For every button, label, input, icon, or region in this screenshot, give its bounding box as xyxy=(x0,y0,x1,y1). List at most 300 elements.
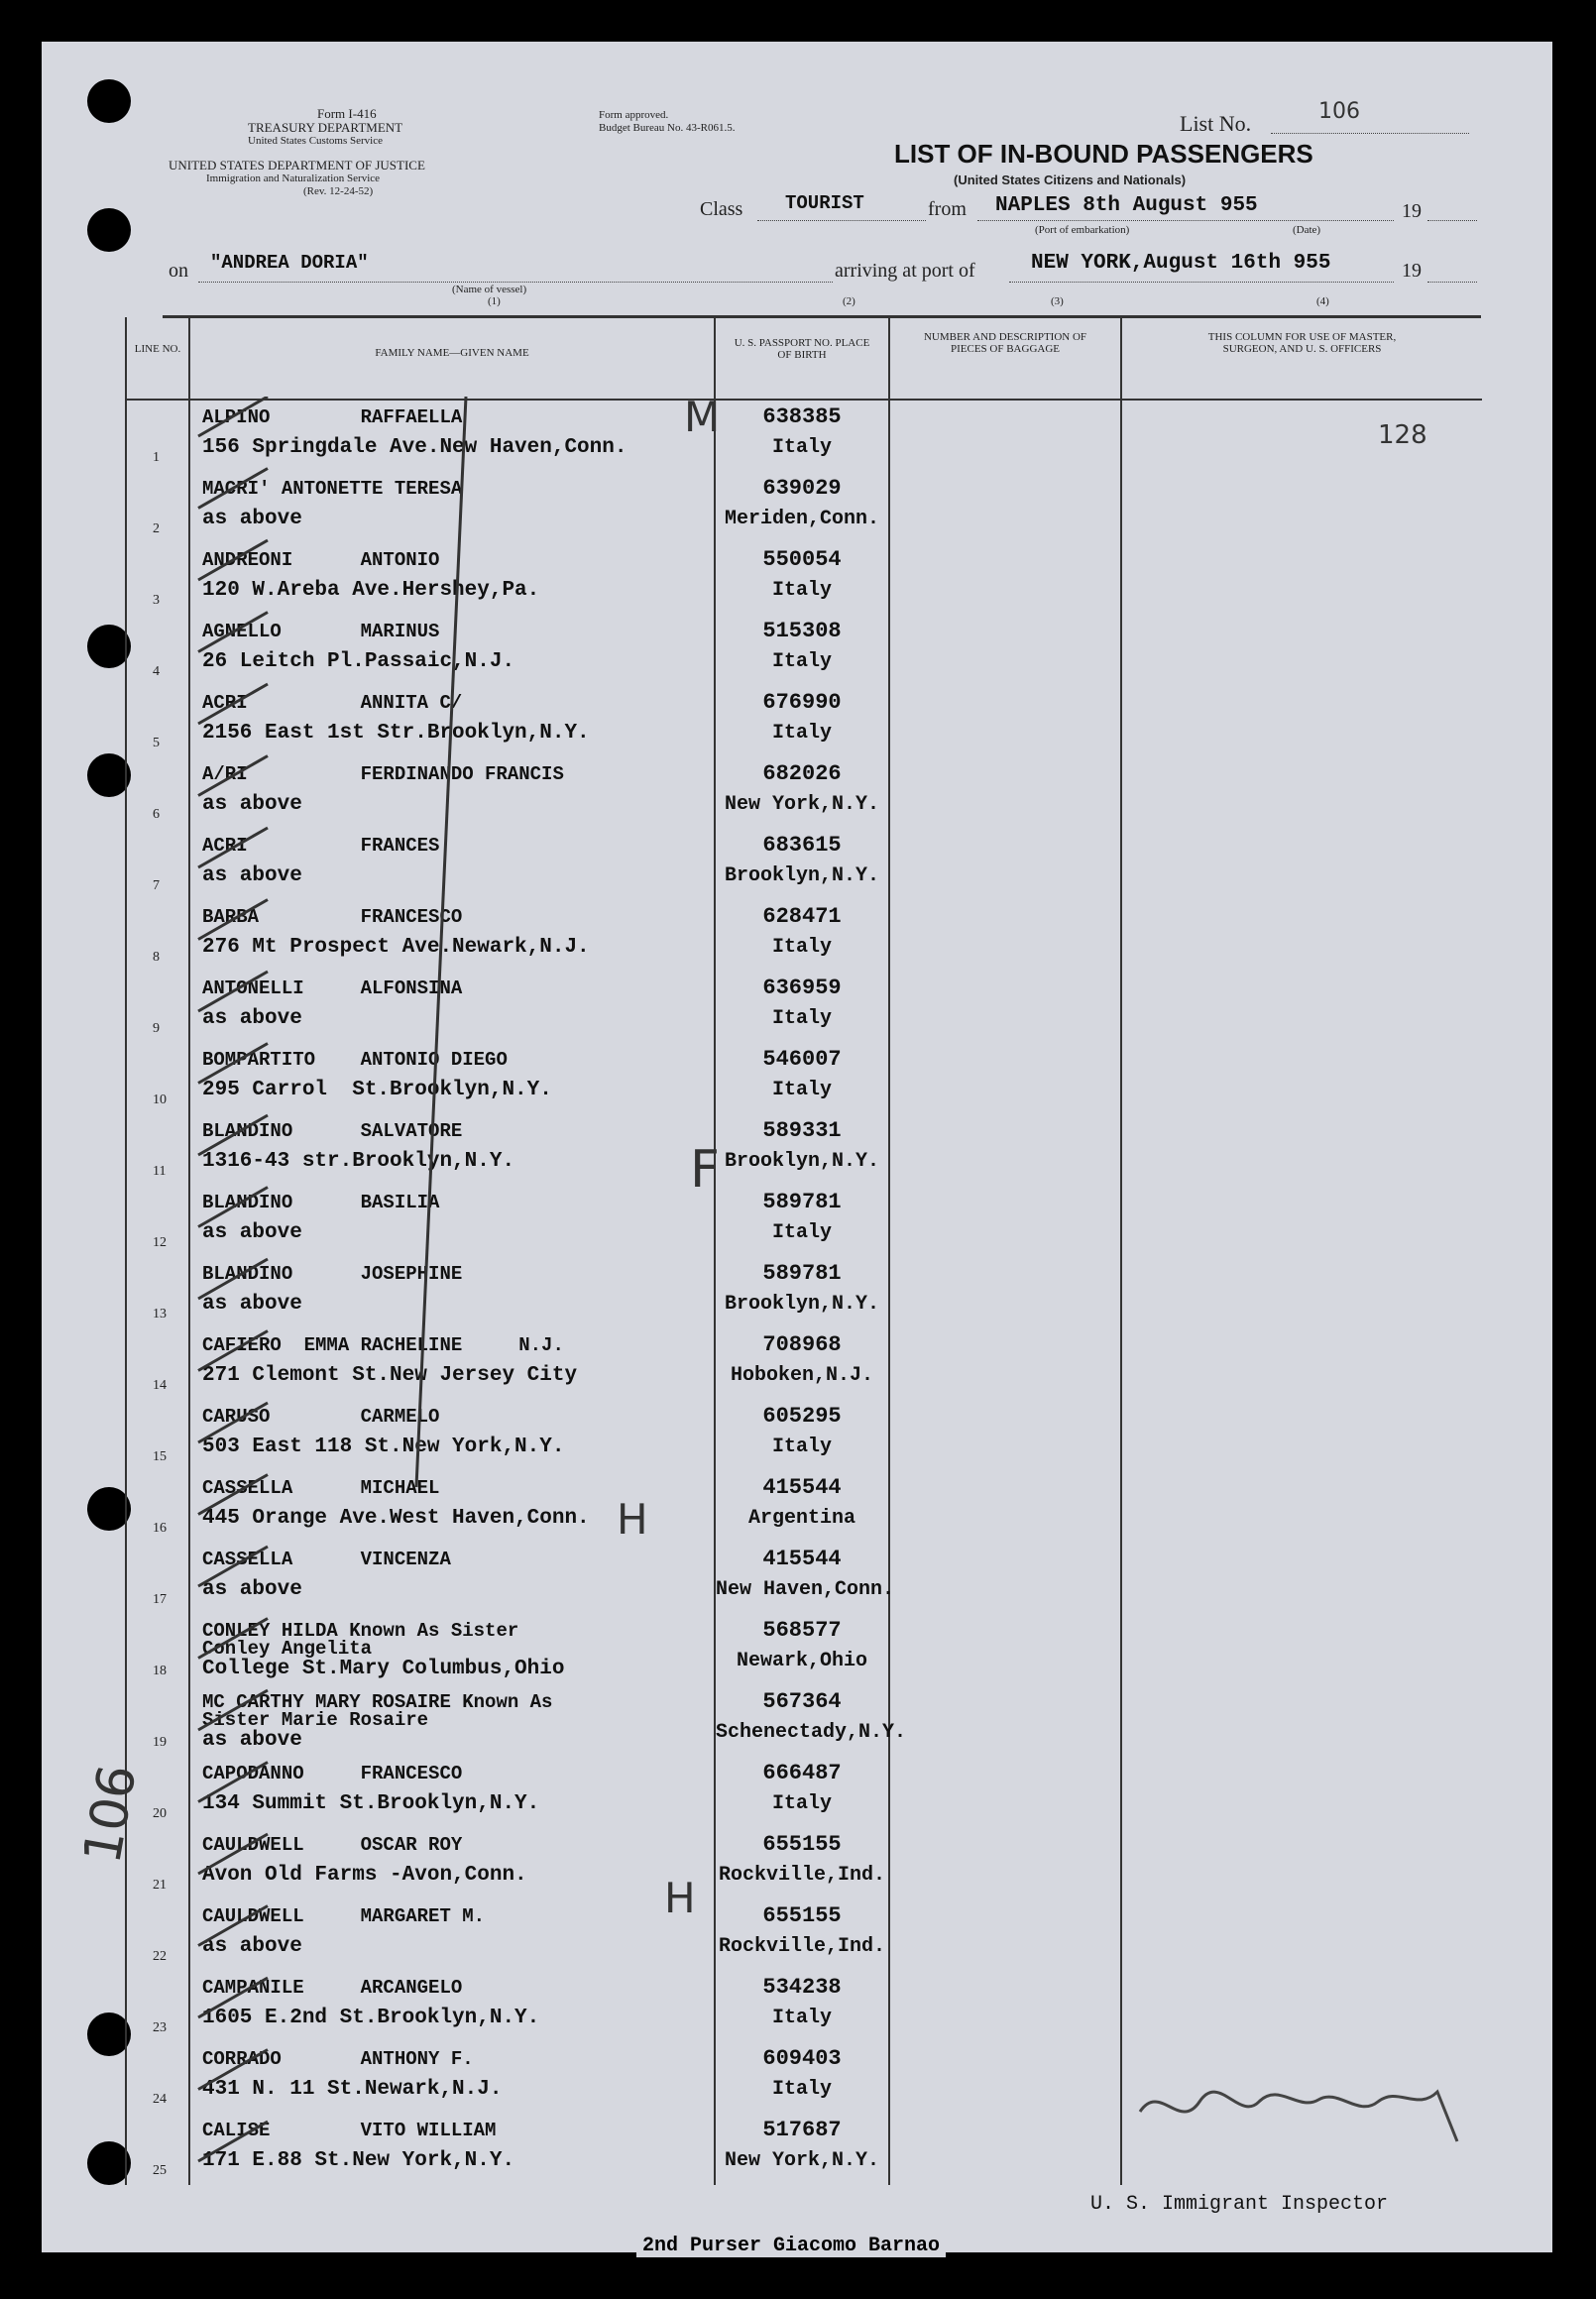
passenger-name: AGNELLO MARINUS xyxy=(202,621,440,642)
cell-bag xyxy=(889,1400,1121,1471)
passenger-address: 156 Springdale Ave.New Haven,Conn. xyxy=(202,436,627,459)
line-number: 12 xyxy=(153,1235,167,1250)
cell-line xyxy=(126,686,189,757)
year-suffix-2: 19 xyxy=(1402,260,1422,282)
passenger-address: as above xyxy=(202,1578,302,1601)
place-of-birth: Italy xyxy=(771,1079,832,1101)
line-number: 6 xyxy=(153,807,160,822)
passenger-address: 171 E.88 St.New York,N.Y. xyxy=(202,2149,515,2172)
passenger-name: BLANDINO JOSEPHINE xyxy=(202,1263,463,1285)
cell-line xyxy=(126,2042,189,2114)
passenger-name: ANDREONI ANTONIO xyxy=(202,549,440,571)
passenger-name: BOMPARTITO ANTONIO DIEGO xyxy=(202,1049,508,1071)
cell-bag xyxy=(889,1614,1121,1685)
cell-off xyxy=(1121,1400,1482,1471)
cell-pp xyxy=(715,615,889,686)
port-caption: (Port of embarkation) xyxy=(1035,224,1130,236)
line-number: 23 xyxy=(153,2020,167,2035)
cell-pp xyxy=(715,686,889,757)
purser-name: 2nd Purser Giacomo Barnao xyxy=(636,2235,946,2257)
form-approved: Form approved. xyxy=(599,109,669,121)
place-of-birth: New York,N.Y. xyxy=(724,2149,880,2172)
list-no-label: List No. xyxy=(1180,111,1252,136)
passenger-address: 26 Leitch Pl.Passaic,N.J. xyxy=(202,650,515,673)
passenger-name: MACRI' ANTONETTE TERESA xyxy=(202,478,463,500)
cell-off xyxy=(1121,1471,1482,1543)
cell-pp xyxy=(715,1400,889,1471)
cell-bag xyxy=(889,686,1121,757)
cell-bag xyxy=(889,2042,1121,2114)
inspector-label: U. S. Immigrant Inspector xyxy=(1090,2193,1389,2216)
cell-off xyxy=(1121,1543,1482,1614)
passenger-address: as above xyxy=(202,1007,302,1030)
from-value: NAPLES 8th August 955 xyxy=(995,194,1258,217)
passport-number: 636959 xyxy=(762,976,842,1000)
line-number: 18 xyxy=(153,1664,167,1678)
cell-bag xyxy=(889,900,1121,972)
year-rule-2 xyxy=(1427,282,1477,283)
vessel-rule xyxy=(198,282,833,283)
cell-line xyxy=(126,972,189,1043)
cell-off xyxy=(1121,543,1482,615)
mark-m: M xyxy=(684,393,721,441)
inspector-signature xyxy=(1130,2072,1487,2151)
cell-off xyxy=(1121,686,1482,757)
cell-pp xyxy=(715,1757,889,1828)
place-of-birth: Italy xyxy=(771,2078,832,2101)
line-number: 7 xyxy=(153,878,160,893)
cell-pp xyxy=(715,972,889,1043)
place-of-birth: Italy xyxy=(771,1436,832,1458)
col-officers: THIS COLUMN FOR USE OF MASTER, SURGEON, AND U. S. OFFICERS xyxy=(1121,317,1482,400)
cell-pp xyxy=(715,1328,889,1400)
cell-off xyxy=(1121,1685,1482,1757)
passenger-address: 271 Clemont St.New Jersey City xyxy=(202,1364,578,1387)
place-of-birth: Italy xyxy=(771,1221,832,1244)
cell-line xyxy=(126,1043,189,1114)
passenger-name: BARBA FRANCESCO xyxy=(202,906,463,928)
cell-off xyxy=(1121,472,1482,543)
vessel-name: "ANDREA DORIA" xyxy=(210,252,369,274)
cell-bag xyxy=(889,829,1121,900)
ins-service: Immigration and Naturalization Service xyxy=(206,172,381,184)
line-number: 8 xyxy=(153,950,160,965)
col-line-no: LINE NO. xyxy=(126,317,189,400)
passenger-name: ALPINO RAFFAELLA xyxy=(202,406,463,428)
passport-number: 415544 xyxy=(762,1475,842,1500)
cell-line xyxy=(126,1543,189,1614)
passenger-name: A/RI FERDINANDO FRANCIS xyxy=(202,763,564,785)
tick-mark xyxy=(198,1188,268,1227)
line-number: 10 xyxy=(153,1092,167,1107)
tick-mark xyxy=(198,2050,268,2090)
passenger-name: CAMPANILE ARCANGELO xyxy=(202,1977,463,1999)
passport-number: 655155 xyxy=(762,1903,842,1928)
cell-bag xyxy=(889,1043,1121,1114)
passenger-name: CARUSO CARMELO xyxy=(202,1406,440,1428)
cell-bag xyxy=(889,1828,1121,1899)
tick-mark xyxy=(198,613,268,652)
tick-mark xyxy=(198,1619,268,1659)
line-number: 4 xyxy=(153,664,160,679)
place-of-birth: Italy xyxy=(771,722,832,745)
punch-hole xyxy=(87,208,131,252)
cell-bag xyxy=(889,1971,1121,2042)
year-suffix: 19 xyxy=(1402,200,1422,222)
place-of-birth: Brooklyn,N.Y. xyxy=(724,1150,880,1173)
cell-pp xyxy=(715,1971,889,2042)
place-of-birth: Italy xyxy=(771,936,832,959)
cell-pp xyxy=(715,400,889,472)
passport-number: 676990 xyxy=(762,690,842,715)
cell-pp xyxy=(715,1899,889,1971)
passenger-name: ACRI ANNITA C/ xyxy=(202,692,463,714)
tick-mark xyxy=(198,684,268,724)
line-number: 3 xyxy=(153,593,160,608)
place-of-birth: Italy xyxy=(771,1007,832,1030)
passport-number: 628471 xyxy=(762,904,842,929)
mark-h-2: H xyxy=(664,1874,696,1922)
cell-pp xyxy=(715,1043,889,1114)
tick-marks xyxy=(188,397,684,2241)
passport-number: 589781 xyxy=(762,1261,842,1286)
cell-off xyxy=(1121,1899,1482,1971)
col-num-3: (3) xyxy=(1051,295,1064,307)
cell-off xyxy=(1121,757,1482,829)
cell-bag xyxy=(889,615,1121,686)
passenger-name: CAPODANNO FRANCESCO xyxy=(202,1763,463,1784)
cell-line xyxy=(126,1971,189,2042)
list-no-rule xyxy=(1271,133,1469,134)
line-number: 9 xyxy=(153,1021,160,1036)
place-of-birth: New Haven,Conn. xyxy=(716,1578,895,1601)
line-number: 5 xyxy=(153,736,160,750)
cell-pp xyxy=(715,543,889,615)
date-caption: (Date) xyxy=(1293,224,1321,236)
cell-pp xyxy=(715,1186,889,1257)
cell-pp xyxy=(715,472,889,543)
passenger-name-cont: Sister Marie Rosaire xyxy=(202,1709,429,1731)
punch-hole xyxy=(87,79,131,123)
revision-date: (Rev. 12-24-52) xyxy=(303,185,374,197)
tick-mark xyxy=(198,1834,268,1874)
form-subtitle: (United States Citizens and Nationals) xyxy=(954,172,1187,187)
cell-pp xyxy=(715,1471,889,1543)
cell-line xyxy=(126,1899,189,1971)
place-of-birth: Italy xyxy=(771,1792,832,1815)
line-number: 16 xyxy=(153,1521,167,1536)
cell-pp xyxy=(715,1543,895,1614)
tick-mark xyxy=(198,469,268,509)
class-label: Class xyxy=(700,198,743,220)
cell-bag xyxy=(889,543,1121,615)
cell-bag xyxy=(889,1543,1121,1614)
tick-mark xyxy=(198,1403,268,1442)
col-num-4: (4) xyxy=(1316,295,1329,307)
place-of-birth: Argentina xyxy=(747,1507,856,1530)
passport-number: 638385 xyxy=(762,404,842,429)
cell-pp xyxy=(715,1614,889,1685)
cell-bag xyxy=(889,472,1121,543)
form-number: Form I-416 xyxy=(317,106,377,121)
margin-number: 106 xyxy=(72,1760,149,1869)
passenger-name: BLANDINO SALVATORE xyxy=(202,1120,463,1142)
line-number: 11 xyxy=(153,1164,167,1179)
tick-mark xyxy=(198,1115,268,1155)
cell-off xyxy=(1121,615,1482,686)
place-of-birth: Italy xyxy=(771,436,832,459)
cell-line xyxy=(126,543,189,615)
tick-mark xyxy=(198,2122,268,2161)
cell-bag xyxy=(889,1114,1121,1186)
tick-mark xyxy=(198,1547,268,1586)
passport-number: 605295 xyxy=(762,1404,842,1429)
passenger-address: 134 Summit St.Brooklyn,N.Y. xyxy=(202,1792,540,1815)
cell-bag xyxy=(889,1899,1121,1971)
cell-pp xyxy=(715,1114,889,1186)
passenger-address: as above xyxy=(202,1221,302,1244)
passenger-address: as above xyxy=(202,508,302,530)
arriving-label: arriving at port of xyxy=(835,260,975,282)
passport-number: 515308 xyxy=(762,619,842,643)
line-number: 21 xyxy=(153,1878,167,1893)
line-number: 1 xyxy=(153,450,160,465)
class-rule xyxy=(757,220,926,221)
place-of-birth: Brooklyn,N.Y. xyxy=(724,864,880,887)
passenger-address: 276 Mt Prospect Ave.Newark,N.J. xyxy=(202,936,590,959)
passenger-name: CAFIERO EMMA RACHELINE N.J. xyxy=(202,1334,564,1356)
cell-bag xyxy=(889,400,1121,472)
cell-off xyxy=(1121,1043,1482,1114)
passenger-count: 128 xyxy=(1378,420,1427,450)
place-of-birth: Brooklyn,N.Y. xyxy=(724,1293,880,1316)
col-name: FAMILY NAME—GIVEN NAME xyxy=(189,317,715,400)
cell-bag xyxy=(889,1328,1121,1400)
tick-mark xyxy=(198,1763,268,1802)
cell-off xyxy=(1121,1971,1482,2042)
place-of-birth: Italy xyxy=(771,650,832,673)
budget-bureau: Budget Bureau No. 43-R061.5. xyxy=(599,122,736,134)
passport-number: 609403 xyxy=(762,2046,842,2071)
line-number: 20 xyxy=(153,1806,167,1821)
col-num-1: (1) xyxy=(488,295,501,307)
passenger-name: CAULDWELL OSCAR ROY xyxy=(202,1834,463,1856)
tick-mark xyxy=(198,900,268,940)
passport-number: 589781 xyxy=(762,1190,842,1214)
cell-pp xyxy=(715,2042,889,2114)
passport-number: 655155 xyxy=(762,1832,842,1857)
passport-number: 550054 xyxy=(762,547,842,572)
cell-pp xyxy=(715,2114,889,2185)
treasury-dept: TREASURY DEPARTMENT xyxy=(248,120,403,135)
place-of-birth: Rockville,Ind. xyxy=(718,1935,886,1958)
arriving-port: NEW YORK,August 16th 955 xyxy=(1031,252,1331,275)
cell-off xyxy=(1121,829,1482,900)
list-no-value: 106 xyxy=(1318,99,1360,124)
on-label: on xyxy=(169,260,188,282)
cell-line xyxy=(126,1400,189,1471)
passenger-address: 2156 East 1st Str.Brooklyn,N.Y. xyxy=(202,722,590,745)
tick-mark xyxy=(198,972,268,1011)
cell-bag xyxy=(889,972,1121,1043)
cell-line xyxy=(126,1328,189,1400)
passenger-address: 431 N. 11 St.Newark,N.J. xyxy=(202,2078,503,2101)
cell-line xyxy=(126,1114,189,1186)
cell-line xyxy=(126,900,189,972)
line-number: 13 xyxy=(153,1307,167,1322)
vessel-caption: (Name of vessel) xyxy=(452,284,527,295)
tick-mark xyxy=(198,1331,268,1371)
tick-mark xyxy=(198,1690,268,1730)
passenger-name: CALISE VITO WILLIAM xyxy=(202,2120,497,2141)
place-of-birth: Italy xyxy=(771,579,832,602)
cell-pp xyxy=(715,1828,889,1899)
cell-bag xyxy=(889,1757,1121,1828)
line-number: 17 xyxy=(153,1592,167,1607)
cell-line xyxy=(126,1186,189,1257)
passport-number: 534238 xyxy=(762,1975,842,2000)
passenger-name: CONLEY HILDA Known As Sister xyxy=(202,1620,519,1642)
cell-pp xyxy=(715,1685,907,1757)
cell-line xyxy=(126,829,189,900)
cell-pp xyxy=(715,829,889,900)
tick-mark xyxy=(198,1044,268,1084)
passenger-address: as above xyxy=(202,1729,302,1752)
cell-off xyxy=(1121,1328,1482,1400)
col-passport: U. S. PASSPORT NO. PLACE OF BIRTH xyxy=(715,317,889,400)
passport-number: 546007 xyxy=(762,1047,842,1072)
passenger-name: BLANDINO BASILIA xyxy=(202,1192,440,1213)
cell-pp xyxy=(715,900,889,972)
arriving-rule xyxy=(1009,282,1394,283)
tick-mark xyxy=(198,540,268,580)
tick-mark xyxy=(198,397,268,436)
cell-pp xyxy=(715,1257,889,1328)
passport-number: 589331 xyxy=(762,1118,842,1143)
passenger-name: ANTONELLI ALFONSINA xyxy=(202,977,463,999)
tick-mark xyxy=(198,1978,268,2017)
cell-bag xyxy=(889,1471,1121,1543)
passenger-address: 503 East 118 St.New York,N.Y. xyxy=(202,1436,565,1458)
place-of-birth: Rockville,Ind. xyxy=(718,1864,886,1887)
cell-off xyxy=(1121,1257,1482,1328)
passenger-address: as above xyxy=(202,1293,302,1316)
place-of-birth: Italy xyxy=(771,2007,832,2029)
cell-off xyxy=(1121,1186,1482,1257)
cell-bag xyxy=(889,757,1121,829)
cell-line xyxy=(126,1685,189,1757)
class-value: TOURIST xyxy=(785,192,864,214)
passenger-address: College St.Mary Columbus,Ohio xyxy=(202,1658,565,1680)
col-num-2: (2) xyxy=(843,295,855,307)
place-of-birth: Newark,Ohio xyxy=(736,1650,868,1672)
passenger-address: 1316-43 str.Brooklyn,N.Y. xyxy=(202,1150,515,1173)
passport-number: 567364 xyxy=(762,1689,842,1714)
line-number: 2 xyxy=(153,521,160,536)
passenger-address: 120 W.Areba Ave.Hershey,Pa. xyxy=(202,579,540,602)
cell-bag xyxy=(889,1186,1121,1257)
line-number: 25 xyxy=(153,2163,167,2178)
passport-number: 708968 xyxy=(762,1332,842,1357)
cell-pp xyxy=(715,757,889,829)
tick-mark xyxy=(198,756,268,796)
passenger-name: ACRI FRANCES xyxy=(202,835,440,857)
passport-number: 517687 xyxy=(762,2118,842,2142)
passenger-address: as above xyxy=(202,864,302,887)
place-of-birth: Schenectady,N.Y. xyxy=(716,1721,907,1744)
mark-h: H xyxy=(617,1495,648,1544)
cell-line xyxy=(126,615,189,686)
year-rule xyxy=(1427,220,1477,221)
cell-bag xyxy=(889,1685,1121,1757)
cell-off xyxy=(1121,400,1482,472)
line-number: 14 xyxy=(153,1378,167,1393)
passport-number: 682026 xyxy=(762,761,842,786)
place-of-birth: New York,N.Y. xyxy=(724,793,880,816)
col-baggage: NUMBER AND DESCRIPTION OF PIECES OF BAGGAGE xyxy=(889,317,1121,400)
passenger-name: CASSELLA VINCENZA xyxy=(202,1549,451,1570)
cell-off xyxy=(1121,1114,1482,1186)
passenger-name: CASSELLA MICHAEL xyxy=(202,1477,440,1499)
passenger-address: as above xyxy=(202,793,302,816)
form-title: LIST OF IN-BOUND PASSENGERS xyxy=(894,139,1313,169)
line-number: 19 xyxy=(153,1735,167,1750)
cell-line xyxy=(126,1614,189,1685)
line-number: 24 xyxy=(153,2092,167,2107)
line-number: 15 xyxy=(153,1449,167,1464)
from-label: from xyxy=(928,198,967,220)
passenger-address: as above xyxy=(202,1935,302,1958)
cell-off xyxy=(1121,1757,1482,1828)
line-number: 22 xyxy=(153,1949,167,1964)
cell-line xyxy=(126,1471,189,1543)
passenger-address: 1605 E.2nd St.Brooklyn,N.Y. xyxy=(202,2007,540,2029)
passenger-name-cont: Conley Angelita xyxy=(202,1638,373,1660)
place-of-birth: Meriden,Conn. xyxy=(724,508,880,530)
cell-line xyxy=(126,2114,189,2185)
justice-dept: UNITED STATES DEPARTMENT OF JUSTICE xyxy=(169,158,425,172)
passport-number: 415544 xyxy=(762,1547,842,1571)
passenger-address: 445 Orange Ave.West Haven,Conn. xyxy=(202,1507,590,1530)
cell-line xyxy=(126,1257,189,1328)
place-of-birth: Hoboken,N.J. xyxy=(730,1364,874,1387)
mark-f: F xyxy=(690,1140,720,1200)
cell-line xyxy=(126,472,189,543)
passenger-address: Avon Old Farms -Avon,Conn. xyxy=(202,1864,527,1887)
tick-mark xyxy=(198,1259,268,1299)
vertical-pen-line xyxy=(416,397,466,1487)
passport-number: 666487 xyxy=(762,1761,842,1785)
cell-line xyxy=(126,757,189,829)
cell-off xyxy=(1121,972,1482,1043)
passenger-name: CAULDWELL MARGARET M. xyxy=(202,1905,486,1927)
passport-number: 568577 xyxy=(762,1618,842,1643)
cell-bag xyxy=(889,1257,1121,1328)
cell-off xyxy=(1121,900,1482,972)
passenger-name: MC CARTHY MARY ROSAIRE Known As xyxy=(202,1691,553,1713)
customs-service: United States Customs Service xyxy=(248,135,383,147)
from-rule xyxy=(977,220,1394,221)
cell-bag xyxy=(889,2114,1121,2185)
tick-mark xyxy=(198,828,268,867)
tick-mark xyxy=(198,1906,268,1946)
passport-number: 639029 xyxy=(762,476,842,501)
cell-line xyxy=(126,400,189,472)
tick-mark xyxy=(198,1475,268,1515)
passenger-name: CORRADO ANTHONY F. xyxy=(202,2048,474,2070)
cell-off xyxy=(1121,1828,1482,1899)
passenger-address: 295 Carrol St.Brooklyn,N.Y. xyxy=(202,1079,552,1101)
